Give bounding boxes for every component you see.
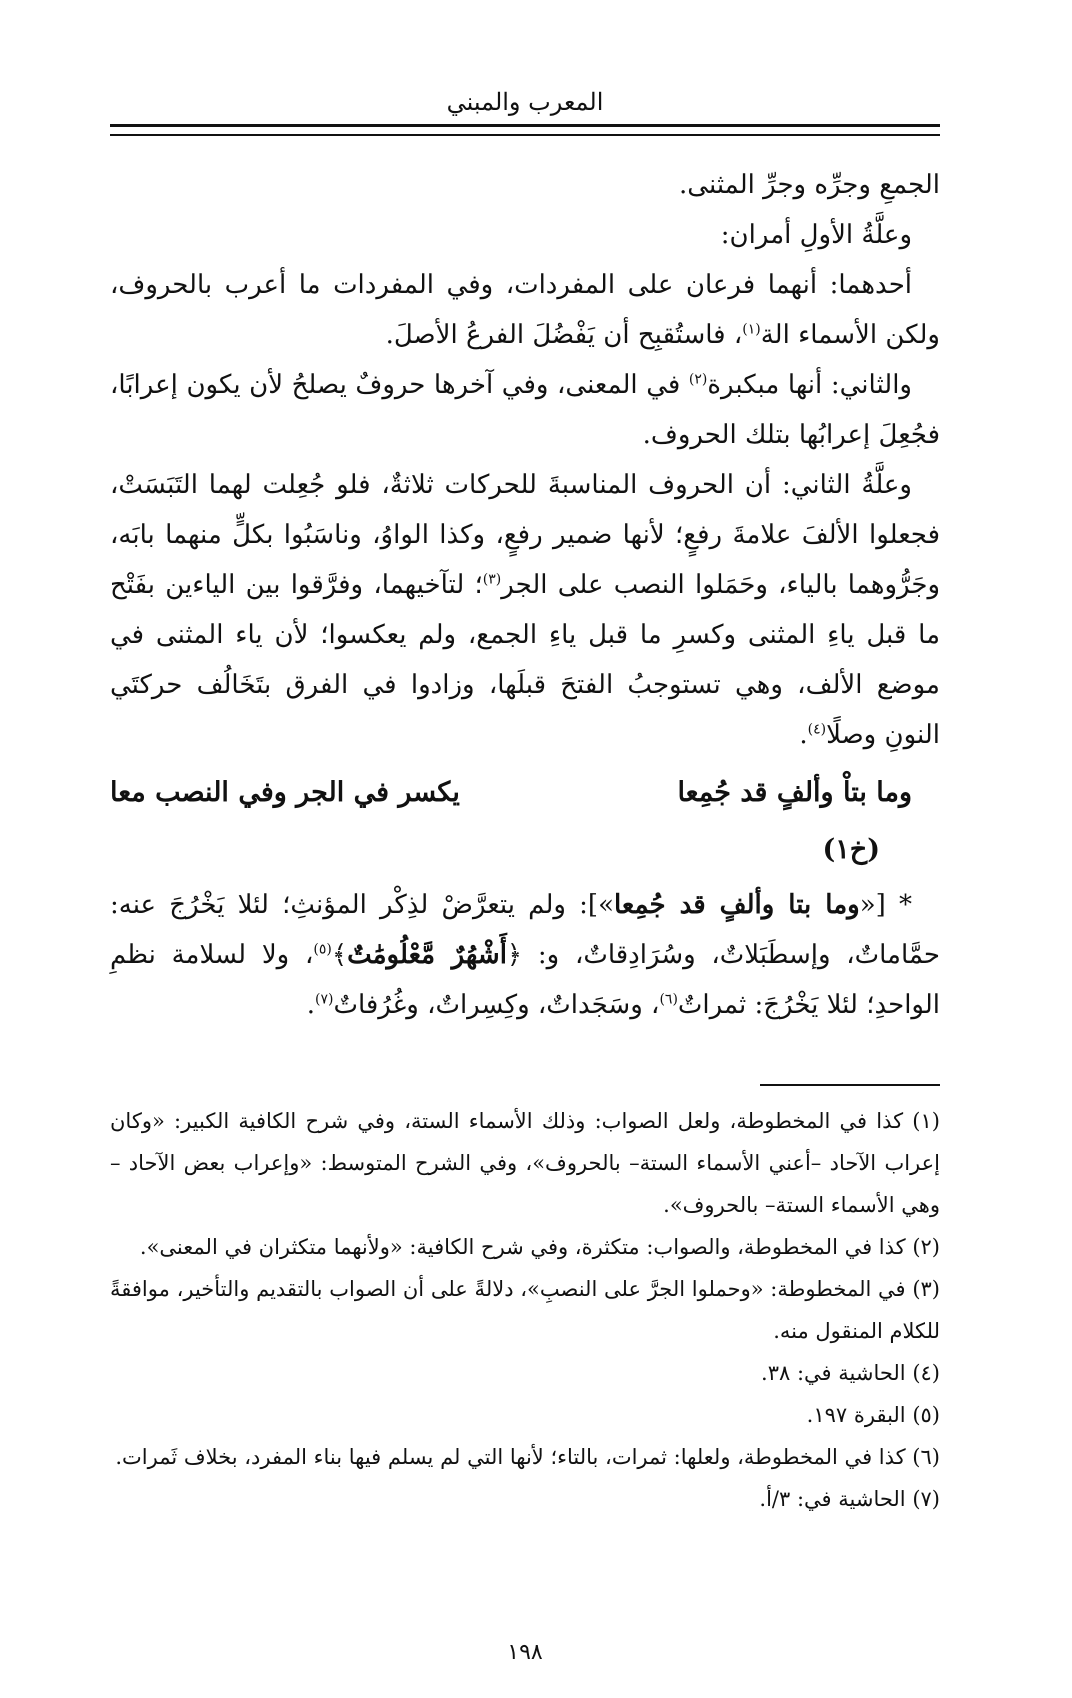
quran-quote: أَشْهُرٌ مَّعْلُومَٰتٌ [347, 940, 507, 970]
running-title: المعرب والمبني [446, 88, 604, 116]
footnote-7: (٧) الحاشية في: ٣/أ. [759, 1487, 940, 1511]
paragraph-6: * [«وما بتا وألفٍ قد جُمِعا»]: ولم يتعرَّضْ لذِكْر المؤنثِ؛ لئلا يَخْرُجَ عنه: حمَّاماتٌ، وإسطَبَلاتٌ، وسُرَادِقاتٌ، و: ﴿أَشْهُرٌ مَّعْلُومَٰتٌ﴾$^{(٥)}$، ولا لسلامة نظمِ الواحدِ؛ لئلا يَخْرُجَ: ثمراتٌ$^{(٦)}$، وسَجَداتٌ، وكِسِراتٌ، وغُرُفاتٌ$^{(٧)}$. [110, 890, 941, 1020]
paragraph-4: والثاني: أنها مبكبرة$^{(٢)}$ في المعنى، وفي آخرها حروفٌ يصلحُ لأن يكون إعرابًا، فجُعِلَ إعرابُها بتلك الحروف. [110, 370, 940, 450]
footnote-3: (٣) في المخطوطة: «وحملوا الجرَّ على النصبِ»، دلالةً على أن الصواب بالتقديم والتأخير، موافقةً للكلام المنقول منه. [110, 1277, 940, 1343]
paragraph-1: الجمعِ وجرِّه وجرِّ المثنى. [679, 170, 940, 200]
paragraph-3: أحدهما: أنهما فرعان على المفردات، وفي المفردات ما أعرب بالحروف، ولكن الأسماء الة$^{(١)}$، فاستُقبِح أن يَفْضُلَ الفرعُ الأصلَ. [110, 270, 940, 350]
footnote-2: (٢) كذا في المخطوطة، والصواب: متكثرة، وفي شرح الكافية: «ولأنهما متكثران في المعنى». [139, 1235, 940, 1259]
footnotes [110, 1100, 940, 1520]
book-page [110, 0, 940, 1698]
footnote-ref-4: (٤) [807, 721, 827, 738]
footnote-ref-1: (١) [742, 321, 761, 338]
paragraph-5: وعلَّةُ الثاني: أن الحروف المناسبةَ للحركات ثلاثةٌ، فلو جُعِلت لهما التَبَسَتْ، فجعلوا الألفَ علامةَ رفعٍ؛ لأنها ضمير رفعٍ، وكذا الواوُ، وناسَبُوا بكلٍّ منهما بابَه، وجَرُّوهما بالياء، وحَمَلوا النصب على الجر$^{(٣)}$؛ لتآخيهما، وفرَّقوا بين الياءين بفَتْح ما قبل ياءِ المثنى وكسرِ ما قبل ياءِ الجمع، ولم يعكسوا؛ لأن ياء المثنى في موضع الألف، وهي تستوجبُ الفتحَ قبلَها، وزادوا في الفرق بتَخَالُف حركتَي النونِ وصلًا$^{(٤)}$. [110, 470, 940, 750]
footnote-6: (٦) كذا في المخطوطة، ولعلها: ثمرات، بالتاء؛ لأنها التي لم يسلم فيها بناء المفرد، بخلاف ثَمرات. [115, 1445, 940, 1469]
footnote-ref-3: (٣) [482, 571, 502, 588]
footnote-ref-2: (٢) [688, 371, 708, 388]
verse-number: (خ١) [822, 834, 880, 865]
footnote-ref-5: (٥) [313, 941, 332, 958]
page-number: ١٩٨ [507, 1640, 543, 1665]
verse-first-hemistich: وما بتاْ وألفٍ قد جُمِعا [677, 777, 912, 808]
header-rule-thick [110, 124, 940, 127]
footnote-separator [760, 1084, 940, 1086]
footnote-1: (١) كذا في المخطوطة، ولعل الصواب: وذلك الأسماء الستة، وفي شرح الكافية الكبير: «وكان إعراب الآحاد –أعني الأسماء الستة– بالحروف»، وفي الشرح المتوسط: «وإعراب بعض الآحاد – وهي الأسماء الستة– بالحروف». [110, 1109, 940, 1217]
footnote-4: (٤) الحاشية في: ٣٨. [761, 1361, 940, 1385]
footnote-5: (٥) البقرة ١٩٧. [806, 1403, 940, 1427]
footnote-ref-7: (٧) [315, 991, 334, 1008]
quoted-verse: وما بتا وألفٍ قد جُمِعا [614, 890, 860, 920]
paragraph-2: وعلَّةُ الأولِ أمران: [720, 220, 912, 250]
main-text [110, 160, 940, 1030]
verse-line [110, 766, 940, 820]
header-rule-thin [110, 134, 940, 136]
verse-second-hemistich: يكسر في الجر وفي النصب معا [110, 777, 460, 808]
footnote-ref-6: (٦) [659, 991, 678, 1008]
